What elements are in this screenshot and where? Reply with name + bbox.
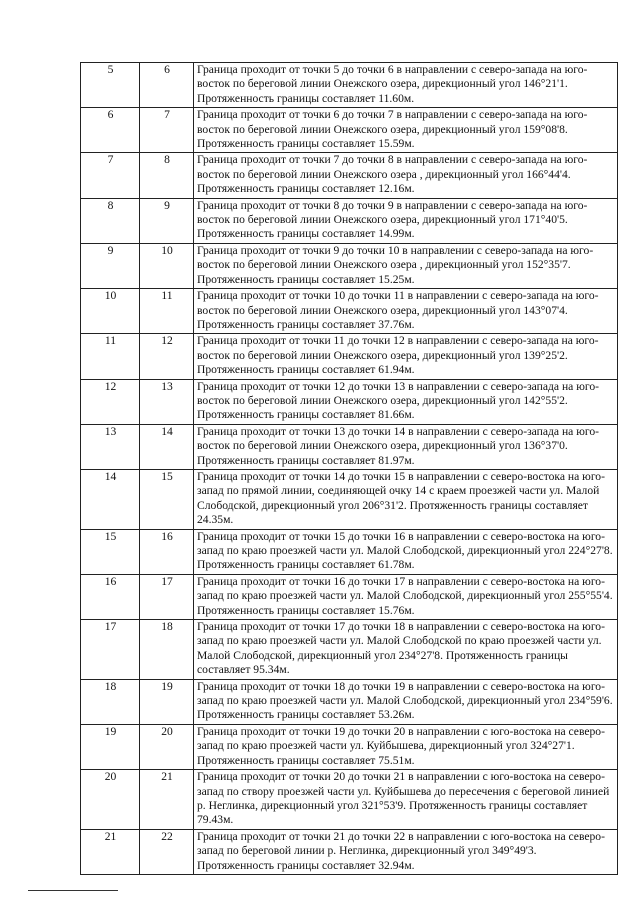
table-row [81, 334, 618, 379]
table-row [81, 108, 618, 153]
point-to: 18 [140, 620, 194, 680]
table-row [81, 63, 618, 108]
point-to: 6 [140, 63, 194, 108]
point-to: 14 [140, 424, 194, 469]
boundary-description: Граница проходит от точки 16 до точки 17 в направлении с северо-востока на юго-запад по краю проезжей части ул. Малой Слободской, дирекционный угол 255°55'4. Протяженность границы составляет 15.76м. [194, 574, 618, 619]
table-row [81, 424, 618, 469]
point-from: 16 [81, 574, 140, 619]
point-from: 19 [81, 724, 140, 769]
point-from: 18 [81, 679, 140, 724]
point-from: 8 [81, 198, 140, 243]
boundary-description: Граница проходит от точки 20 до точки 21 в направлении с юго-востока на северо-запад по створу проезжей части ул. Куйбышева до пересечения с береговой линией р. Неглинка, дирекционный угол 321°53'9. Протяженность границы составляет 79.43м. [194, 770, 618, 830]
point-to: 15 [140, 469, 194, 529]
table-row [81, 469, 618, 529]
point-from: 6 [81, 108, 140, 153]
table-row [81, 243, 618, 288]
point-from: 10 [81, 289, 140, 334]
point-to: 22 [140, 829, 194, 874]
table-row [81, 679, 618, 724]
table-row [81, 198, 618, 243]
boundary-description: Граница проходит от точки 14 до точки 15 в направлении с северо-востока на юго-запад по прямой линии, соединяющей очку 14 с краем проезжей части ул. Малой Слободской, дирекционный угол 206°31'2. Протяженность границы составляет 24.35м. [194, 469, 618, 529]
boundary-description: Граница проходит от точки 5 до точки 6 в направлении с северо-запада на юго-восток по береговой линии Онежского озера, дирекционный угол 146°21'1. Протяженность границы составляет 11.60м. [194, 63, 618, 108]
point-from: 14 [81, 469, 140, 529]
point-from: 12 [81, 379, 140, 424]
boundary-description: Граница проходит от точки 11 до точки 12 в направлении с северо-запада на юго-восток по береговой линии Онежского озера, дирекционный угол 139°25'2. Протяженность границы составляет 61.94м. [194, 334, 618, 379]
point-to: 20 [140, 724, 194, 769]
point-to: 19 [140, 679, 194, 724]
point-to: 10 [140, 243, 194, 288]
point-from: 11 [81, 334, 140, 379]
point-to: 12 [140, 334, 194, 379]
boundary-description: Граница проходит от точки 18 до точки 19 в направлении с северо-востока на юго-запад по краю проезжей части ул. Малой Слободской, дирекционный угол 234°59'6. Протяженность границы составляет 53.26м. [194, 679, 618, 724]
point-from: 15 [81, 529, 140, 574]
table-row [81, 724, 618, 769]
table-row [81, 379, 618, 424]
table-row [81, 529, 618, 574]
boundary-table-body [81, 63, 618, 875]
point-to: 11 [140, 289, 194, 334]
point-to: 8 [140, 153, 194, 198]
point-from: 13 [81, 424, 140, 469]
point-to: 9 [140, 198, 194, 243]
boundary-description: Граница проходит от точки 7 до точки 8 в направлении с северо-запада на юго-восток по береговой линии Онежского озера , дирекционный угол 166°44'4. Протяженность границы составляет 12.16м. [194, 153, 618, 198]
table-row [81, 289, 618, 334]
boundary-table [80, 62, 618, 875]
boundary-description: Граница проходит от точки 19 до точки 20 в направлении с юго-востока на северо-запад по краю проезжей части ул. Куйбышева, дирекционный угол 324°27'1. Протяженность границы составляет 75.51м. [194, 724, 618, 769]
table-row [81, 574, 618, 619]
point-to: 7 [140, 108, 194, 153]
point-from: 7 [81, 153, 140, 198]
boundary-description: Граница проходит от точки 21 до точки 22 в направлении с юго-востока на северо-запад по береговой линии р. Неглинка, дирекционный угол 349°49'3. Протяженность границы составляет 32.94м. [194, 829, 618, 874]
point-from: 17 [81, 620, 140, 680]
point-from: 21 [81, 829, 140, 874]
boundary-description: Граница проходит от точки 17 до точки 18 в направлении с северо-востока на юго-запад по краю проезжей части ул. Малой Слободской по краю проезжей части ул. Малой Слободской, дирекционный угол 234°27'8. Протяженность границы составляет 95.34м. [194, 620, 618, 680]
point-to: 17 [140, 574, 194, 619]
boundary-description: Граница проходит от точки 8 до точки 9 в направлении с северо-запада на юго-восток по береговой линии Онежского озера, дирекционный угол 171°40'5. Протяженность границы составляет 14.99м. [194, 198, 618, 243]
table-row [81, 770, 618, 830]
boundary-description: Граница проходит от точки 9 до точки 10 в направлении с северо-запада на юго-восток по береговой линии Онежского озера , дирекционный угол 152°35'7. Протяженность границы составляет 15.25м. [194, 243, 618, 288]
boundary-description: Граница проходит от точки 15 до точки 16 в направлении с северо-востока на юго-запад по краю проезжей части ул. Малой Слободской, дирекционный угол 224°27'8. Протяженность границы составляет 61.78м. [194, 529, 618, 574]
point-to: 16 [140, 529, 194, 574]
point-to: 21 [140, 770, 194, 830]
table-row [81, 620, 618, 680]
boundary-description: Граница проходит от точки 6 до точки 7 в направлении с северо-запада на юго-восток по береговой линии Онежского озера, дирекционный угол 159°08'8. Протяженность границы составляет 15.59м. [194, 108, 618, 153]
point-from: 20 [81, 770, 140, 830]
boundary-description: Граница проходит от точки 10 до точки 11 в направлении с северо-запада на юго-восток по береговой линии Онежского озера, дирекционный угол 143°07'4. Протяженность границы составляет 37.76м. [194, 289, 618, 334]
boundary-description: Граница проходит от точки 13 до точки 14 в направлении с северо-запада на юго-восток по береговой линии Онежского озера, дирекционный угол 136°37'0. Протяженность границы составляет 81.97м. [194, 424, 618, 469]
boundary-description: Граница проходит от точки 12 до точки 13 в направлении с северо-запада на юго-восток по береговой линии Онежского озера, дирекционный угол 142°55'2. Протяженность границы составляет 81.66м. [194, 379, 618, 424]
point-from: 5 [81, 63, 140, 108]
point-to: 13 [140, 379, 194, 424]
table-row [81, 153, 618, 198]
footnote-separator-line [28, 890, 118, 891]
point-from: 9 [81, 243, 140, 288]
table-row [81, 829, 618, 874]
